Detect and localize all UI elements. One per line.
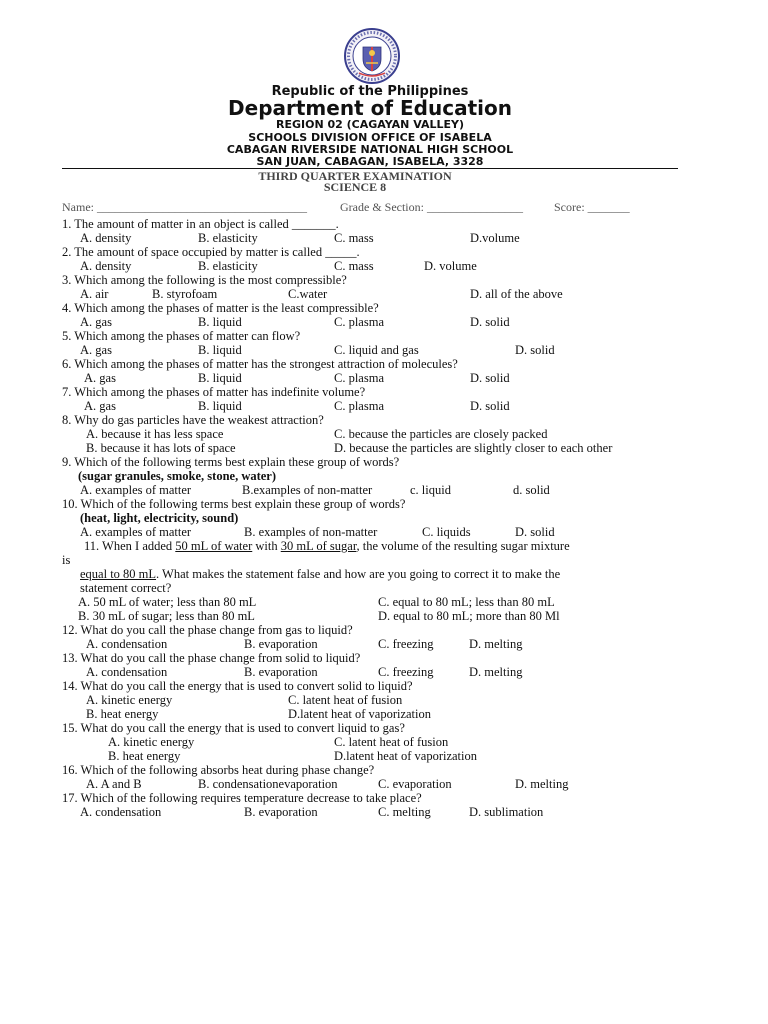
choice-row xyxy=(0,595,768,609)
choice-c[interactable]: C. latent heat of fusion xyxy=(288,693,403,707)
choice-d[interactable]: D. solid xyxy=(470,399,510,413)
choice-c[interactable]: C. mass xyxy=(334,259,374,273)
choice-d[interactable]: D.latent heat of vaporization xyxy=(334,749,477,763)
choice-d[interactable]: D. sublimation xyxy=(469,805,544,819)
question-stem: 10. Which of the following terms best explain these group of words? xyxy=(62,497,406,511)
choice-a[interactable]: A. examples of matter xyxy=(80,525,192,539)
name-field[interactable]: Name: ___________________________________ xyxy=(62,200,307,214)
choice-c[interactable]: C. plasma xyxy=(334,315,384,329)
choice-b[interactable]: B. evaporation xyxy=(244,637,318,651)
word-group: (heat, light, electricity, sound) xyxy=(80,511,239,525)
choice-c[interactable]: C. plasma xyxy=(334,399,384,413)
exam-subject: SCIENCE 8 xyxy=(323,180,387,194)
choice-row xyxy=(0,707,768,721)
choice-row xyxy=(0,609,768,623)
choice-b[interactable]: B. heat energy xyxy=(86,707,159,721)
grade-section-field[interactable]: Grade & Section: ________________ xyxy=(340,200,523,214)
choice-b[interactable]: B. liquid xyxy=(198,371,242,385)
choice-d[interactable]: D. solid xyxy=(470,315,510,329)
choice-a[interactable]: A. kinetic energy xyxy=(86,693,173,707)
address-heading: SAN JUAN, CABAGAN, ISABELA, 3328 xyxy=(256,155,484,168)
choice-b[interactable]: B. styrofoam xyxy=(152,287,218,301)
choice-row xyxy=(0,399,768,413)
choice-d[interactable]: D. melting xyxy=(469,665,523,679)
country-heading: Republic of the Philippines xyxy=(271,84,469,99)
choice-c[interactable]: C. liquids xyxy=(422,525,471,539)
choice-c[interactable]: C. melting xyxy=(378,805,431,819)
choice-a[interactable]: A. density xyxy=(80,231,132,245)
choice-b[interactable]: B. heat energy xyxy=(108,749,181,763)
choice-row xyxy=(0,287,768,301)
question-stem: 12. What do you call the phase change from gas to liquid? xyxy=(62,623,353,637)
choice-row xyxy=(0,749,768,763)
choice-row xyxy=(0,231,768,245)
question-stem: 8. Why do gas particles have the weakest attraction? xyxy=(62,413,324,427)
question-stem: 6. Which among the phases of matter has the strongest attraction of molecules? xyxy=(62,357,458,371)
choice-c[interactable]: C. evaporation xyxy=(378,777,452,791)
question-stem: statement correct? xyxy=(80,581,172,595)
division-heading: SCHOOLS DIVISION OFFICE OF ISABELA xyxy=(248,131,492,144)
choice-row xyxy=(0,805,768,819)
choice-b[interactable]: B. 30 mL of sugar; less than 80 mL xyxy=(78,609,255,623)
question-stem: 16. Which of the following absorbs heat during phase change? xyxy=(62,763,375,777)
choice-c[interactable]: C. latent heat of fusion xyxy=(334,735,449,749)
choice-a[interactable]: A. gas xyxy=(80,343,112,357)
choice-a[interactable]: A. A and B xyxy=(86,777,142,791)
question-stem: 2. The amount of space occupied by matter is called _____. xyxy=(62,245,360,259)
question-stem: 4. Which among the phases of matter is the least compressible? xyxy=(62,301,379,315)
choice-c[interactable]: C. equal to 80 mL; less than 80 mL xyxy=(378,595,555,609)
choice-c[interactable]: C. liquid and gas xyxy=(334,343,419,357)
choice-d[interactable]: D. solid xyxy=(470,371,510,385)
choice-a[interactable]: A. because it has less space xyxy=(86,427,224,441)
choice-d[interactable]: D. melting xyxy=(515,777,569,791)
question-stem: 17. Which of the following requires temperature decrease to take place? xyxy=(62,791,422,805)
choice-a[interactable]: A. kinetic energy xyxy=(108,735,195,749)
department-heading: Department of Education xyxy=(228,96,512,120)
choice-row xyxy=(0,525,768,539)
question-stem: 7. Which among the phases of matter has indefinite volume? xyxy=(62,385,366,399)
choice-d[interactable]: d. solid xyxy=(513,483,550,497)
choice-a[interactable]: A. condensation xyxy=(86,665,168,679)
choice-row xyxy=(0,371,768,385)
question-stem: 11. When I added 50 mL of water with 30 mL of sugar, the volume of the resulting sugar mixture xyxy=(84,539,570,553)
choice-b[interactable]: B. evaporation xyxy=(244,805,318,819)
choice-b[interactable]: B. because it has lots of space xyxy=(86,441,236,455)
choice-row xyxy=(0,637,768,651)
choice-c[interactable]: C. mass xyxy=(334,231,374,245)
choice-row xyxy=(0,259,768,273)
school-heading: CABAGAN RIVERSIDE NATIONAL HIGH SCHOOL xyxy=(226,143,514,156)
choice-row xyxy=(0,315,768,329)
exam-title: THIRD QUARTER EXAMINATION xyxy=(258,169,452,183)
choice-a[interactable]: A. condensation xyxy=(80,805,162,819)
choice-c[interactable]: c. liquid xyxy=(410,483,451,497)
choice-c[interactable]: C.water xyxy=(288,287,328,301)
choice-b[interactable]: B. condensationevaporation xyxy=(198,777,338,791)
choice-a[interactable]: A. gas xyxy=(84,371,116,385)
choice-b[interactable]: B.examples of non-matter xyxy=(242,483,373,497)
choice-b[interactable]: B. liquid xyxy=(198,343,242,357)
choice-a[interactable]: A. gas xyxy=(80,315,112,329)
choice-row xyxy=(0,777,768,791)
choice-row xyxy=(0,427,768,441)
choice-d[interactable]: D. volume xyxy=(424,259,477,273)
choice-c[interactable]: C. plasma xyxy=(334,371,384,385)
question-stem: 13. What do you call the phase change from solid to liquid? xyxy=(62,651,361,665)
question-stem: 1. The amount of matter in an object is called _______. xyxy=(62,217,339,231)
choice-d[interactable]: D.volume xyxy=(470,231,520,245)
choice-b[interactable]: B. elasticity xyxy=(198,231,258,245)
choice-b[interactable]: B. liquid xyxy=(198,315,242,329)
choice-b[interactable]: B. evaporation xyxy=(244,665,318,679)
choice-d[interactable]: D. because the particles are slightly closer to each other xyxy=(334,441,613,455)
deped-seal xyxy=(337,27,407,85)
question-stem: 5. Which among the phases of matter can flow? xyxy=(62,329,301,343)
word-group: (sugar granules, smoke, stone, water) xyxy=(78,469,277,483)
choice-a[interactable]: A. 50 mL of water; less than 80 mL xyxy=(78,595,257,609)
choice-c[interactable]: C. because the particles are closely packed xyxy=(334,427,548,441)
choice-d[interactable]: D. equal to 80 mL; more than 80 Ml xyxy=(378,609,560,623)
choice-a[interactable]: A. condensation xyxy=(86,637,168,651)
choice-c[interactable]: C. freezing xyxy=(378,665,434,679)
choice-a[interactable]: A. examples of matter xyxy=(80,483,192,497)
choice-row xyxy=(0,343,768,357)
question-stem: 14. What do you call the energy that is used to convert solid to liquid? xyxy=(62,679,413,693)
question-stem: equal to 80 mL. What makes the statement false and how are you going to correct it to make the xyxy=(80,567,561,581)
choice-row xyxy=(0,441,768,455)
choice-d[interactable]: D.latent heat of vaporization xyxy=(288,707,431,721)
choice-c[interactable]: C. freezing xyxy=(378,637,434,651)
choice-d[interactable]: D. melting xyxy=(469,637,523,651)
question-list xyxy=(0,217,768,819)
choice-row xyxy=(0,665,768,679)
choice-d[interactable]: D. solid xyxy=(515,343,555,357)
choice-d[interactable]: D. solid xyxy=(515,525,555,539)
score-field[interactable]: Score: _______ xyxy=(554,200,630,214)
choice-d[interactable]: D. all of the above xyxy=(470,287,563,301)
choice-b[interactable]: B. elasticity xyxy=(198,259,258,273)
choice-a[interactable]: A. air xyxy=(80,287,109,301)
choice-row xyxy=(0,735,768,749)
choice-a[interactable]: A. gas xyxy=(84,399,116,413)
question-stem: 9. Which of the following terms best explain these group of words? xyxy=(62,455,400,469)
question-stem: 15. What do you call the energy that is used to convert liquid to gas? xyxy=(62,721,405,735)
choice-row xyxy=(0,693,768,707)
choice-row xyxy=(0,483,768,497)
question-stem: is xyxy=(62,553,71,567)
choice-b[interactable]: B. liquid xyxy=(198,399,242,413)
choice-b[interactable]: B. examples of non-matter xyxy=(244,525,378,539)
choice-a[interactable]: A. density xyxy=(80,259,132,273)
question-stem: 3. Which among the following is the most compressible? xyxy=(62,273,347,287)
region-heading: REGION 02 (CAGAYAN VALLEY) xyxy=(276,118,464,131)
